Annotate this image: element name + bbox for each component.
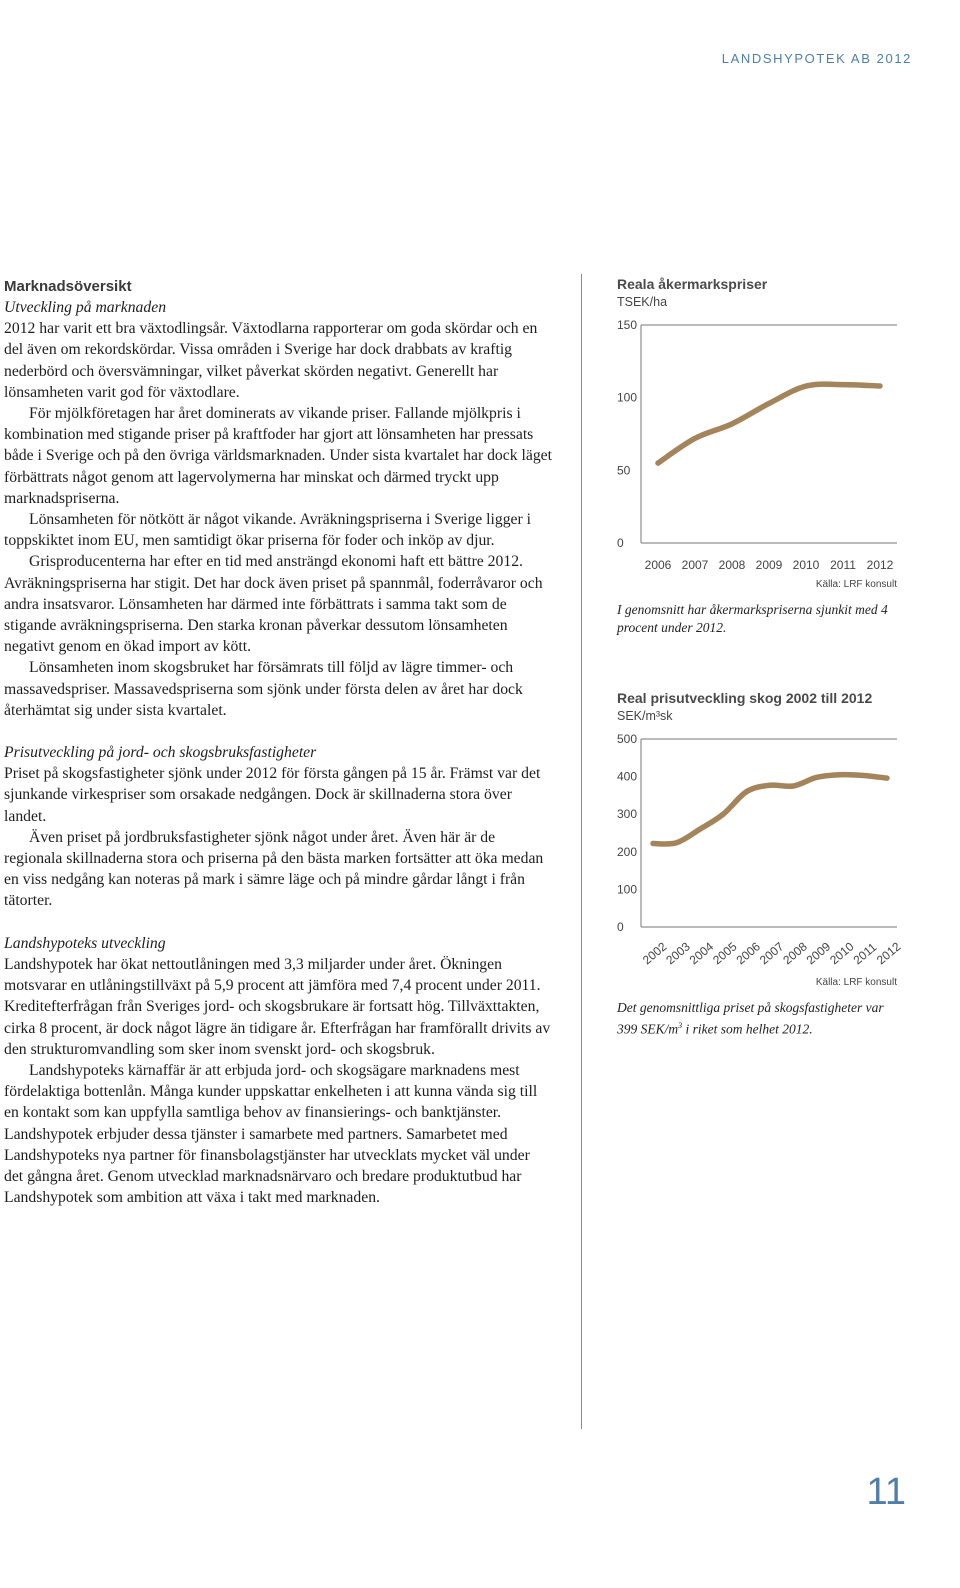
x-tick-label: 2004 [686,939,717,968]
paragraph: Lönsamheten för nötkött är något vikande. Avräkningspriserna i Sverige ligger i toppskiktet inom EU, men samtidigt ökar priserna för foder och inköp av djur. [4,511,532,550]
subheading-prisutveckling: Prisutveckling på jord- och skogsbruksfastigheter [4,744,317,762]
chart1-unit: TSEK/ha [617,295,668,309]
x-tick-label: 2009 [755,558,783,572]
paragraph: Priset på skogsfastigheter sjönk under 2012 för första gången på 15 år. Främst var det sjunkande virkespriser som orsakade nedgången. Dock är skillnaderna stora över landet. [4,765,541,825]
subheading-landshypotek: Landshypoteks utveckling [4,934,166,952]
y-tick-label: 100 [617,882,638,897]
paragraph: Även priset på jordbruksfastigheter sjönk något under året. Även här är de regionala skillnaderna stora och priserna på den bästa marken fortsätter att öka medan en viss nedgång kan noteras på mark i sämre läge och på mindre gårdar långt i från tätorter. [4,828,544,910]
subheading-utveckling: Utveckling på marknaden [4,299,167,316]
y-tick-label: 0 [617,920,624,934]
paragraph: 2012 har varit ett bra växtodlingsår. Växtodlarna rapporterar om goda skördar och en del även om rekordskördar. Vissa områden i Sverige har dock drabbats av kraftig nederbörd och översvämningar, vilket påverkat skörden negativt. Generellt har lönsamheten varit god för växtodlare. [4,320,538,401]
paragraph: Landshypotek har ökat nettoutlåningen med 3,3 miljarder under året. Ökningen motsvarar en utlåningstillväxt på 5,9 procent att jämföra med 7,4 procent under 2011. Kreditefterfrågan från Sveriges jord- och skogsbrukare är fortsatt hög. Tillväxttakten, cirka 8 procent, är dock något lägre än tidigare år. Efterfrågan har framförallt drivits av den strukturomvandling som sker inom svenskt jord- och skogsbruk. [4,955,551,1058]
chart1-caption: I genomsnitt har åkermarkspriserna sjunkit med 4 procent under 2012. [617,602,888,635]
x-tick-label: 2012 [866,558,894,572]
x-tick-label: 2007 [681,558,709,572]
page-number: 11 [866,1471,906,1513]
chart1-title: Reala åkermarkspriser [617,276,768,292]
x-tick-label: 2006 [733,939,763,968]
x-tick-label: 2010 [827,939,857,968]
x-tick-label: 2011 [850,939,880,968]
chart-skogspriser [617,725,917,989]
y-tick-label: 500 [617,732,638,746]
source-note: Källa: LRF konsult [815,579,897,590]
running-header: LANDSHYPOTEK AB 2012 [721,51,912,66]
paragraph: För mjölkföretagen har året dominerats av vikande priser. Fallande mjölkpris i kombination med stigande priser på kraftfoder har gjort att lönsamheten har pressats både i Sverige och på den övriga världsmarknaden. Under sista kvartalet har dock läget förbättrats något genom att lagervolymerna har minskat och därmed tryckt upp marknadspriserna. [4,405,552,507]
x-tick-label: 2011 [830,558,856,572]
section-title-marknadsoversikt: Marknadsöversikt [4,278,132,295]
x-tick-label: 2012 [873,939,904,968]
x-tick-label: 2007 [756,939,787,968]
chart2-title: Real prisutveckling skog 2002 till 2012 [617,690,873,706]
y-tick-label: 400 [617,769,638,784]
x-tick-label: 2008 [718,558,746,572]
y-tick-label: 200 [617,844,638,859]
chart2-unit: SEK/m³sk [617,709,673,723]
column-divider [581,274,582,1429]
chart2-caption: Det genomsnittliga priset på skogsfastigheter var 399 SEK/$m^3$ i riket som helhet 2012. [617,1000,884,1037]
series-line [653,775,887,844]
y-tick-label: 100 [617,390,638,405]
y-tick-label: 0 [617,536,624,550]
chart-akermarkspriser [617,311,917,593]
paragraph: Lönsamheten inom skogsbruket har försämrats till följd av lägre timmer- och massavedspriser. Massavedspriserna som sjönk under första delen av året har dock återhämtat sig under sista kvartalet. [4,659,523,719]
y-tick-label: 300 [617,807,638,822]
y-tick-label: 50 [617,463,631,478]
x-tick-label: 2010 [792,558,820,572]
x-tick-label: 2005 [710,939,740,968]
x-tick-label: 2009 [803,939,834,968]
source-note: Källa: LRF konsult [815,977,897,988]
y-tick-label: 150 [617,318,638,332]
x-tick-label: 2003 [663,939,693,968]
series-line [658,384,880,463]
x-tick-label: 2008 [780,939,810,968]
x-tick-label: 2002 [639,939,670,968]
x-tick-label: 2006 [644,558,672,572]
paragraph: Grisproducenterna har efter en tid med ansträngd ekonomi haft ett bättre 2012. Avräkningspriserna har stigit. Det har dock även priset på spannmål, foderråvaror och andra insatsvaror. Lönsamheten har därmed inte förbättrats i samma takt som de stigande avräkningspriserna. Den starka kronan påverkar dessutom lönsamheten negativt genom en ökad import av kött. [4,553,543,656]
chart-column [617,275,917,1039]
paragraph: Landshypoteks kärnaffär är att erbjuda jord- och skogsägare marknadens mest fördelaktiga bottenlån. Många kunder uppskattar enkelheten i att kunna vända sig till en kontakt som kan uppfylla samtliga behov av finansierings- och banktjänster. Landshypotek erbjuder dessa tjänster i samarbete med partners. Samarbetet med Landshypoteks nya partner för finansbolagstjänster har utvecklats mycket väl under det gångna året. Genom utvecklad marknadsnärvaro och bredare produktutbud har Landshypotek som ambition att växa i takt med marknaden. [4,1061,538,1207]
main-text-column [4,276,552,1208]
